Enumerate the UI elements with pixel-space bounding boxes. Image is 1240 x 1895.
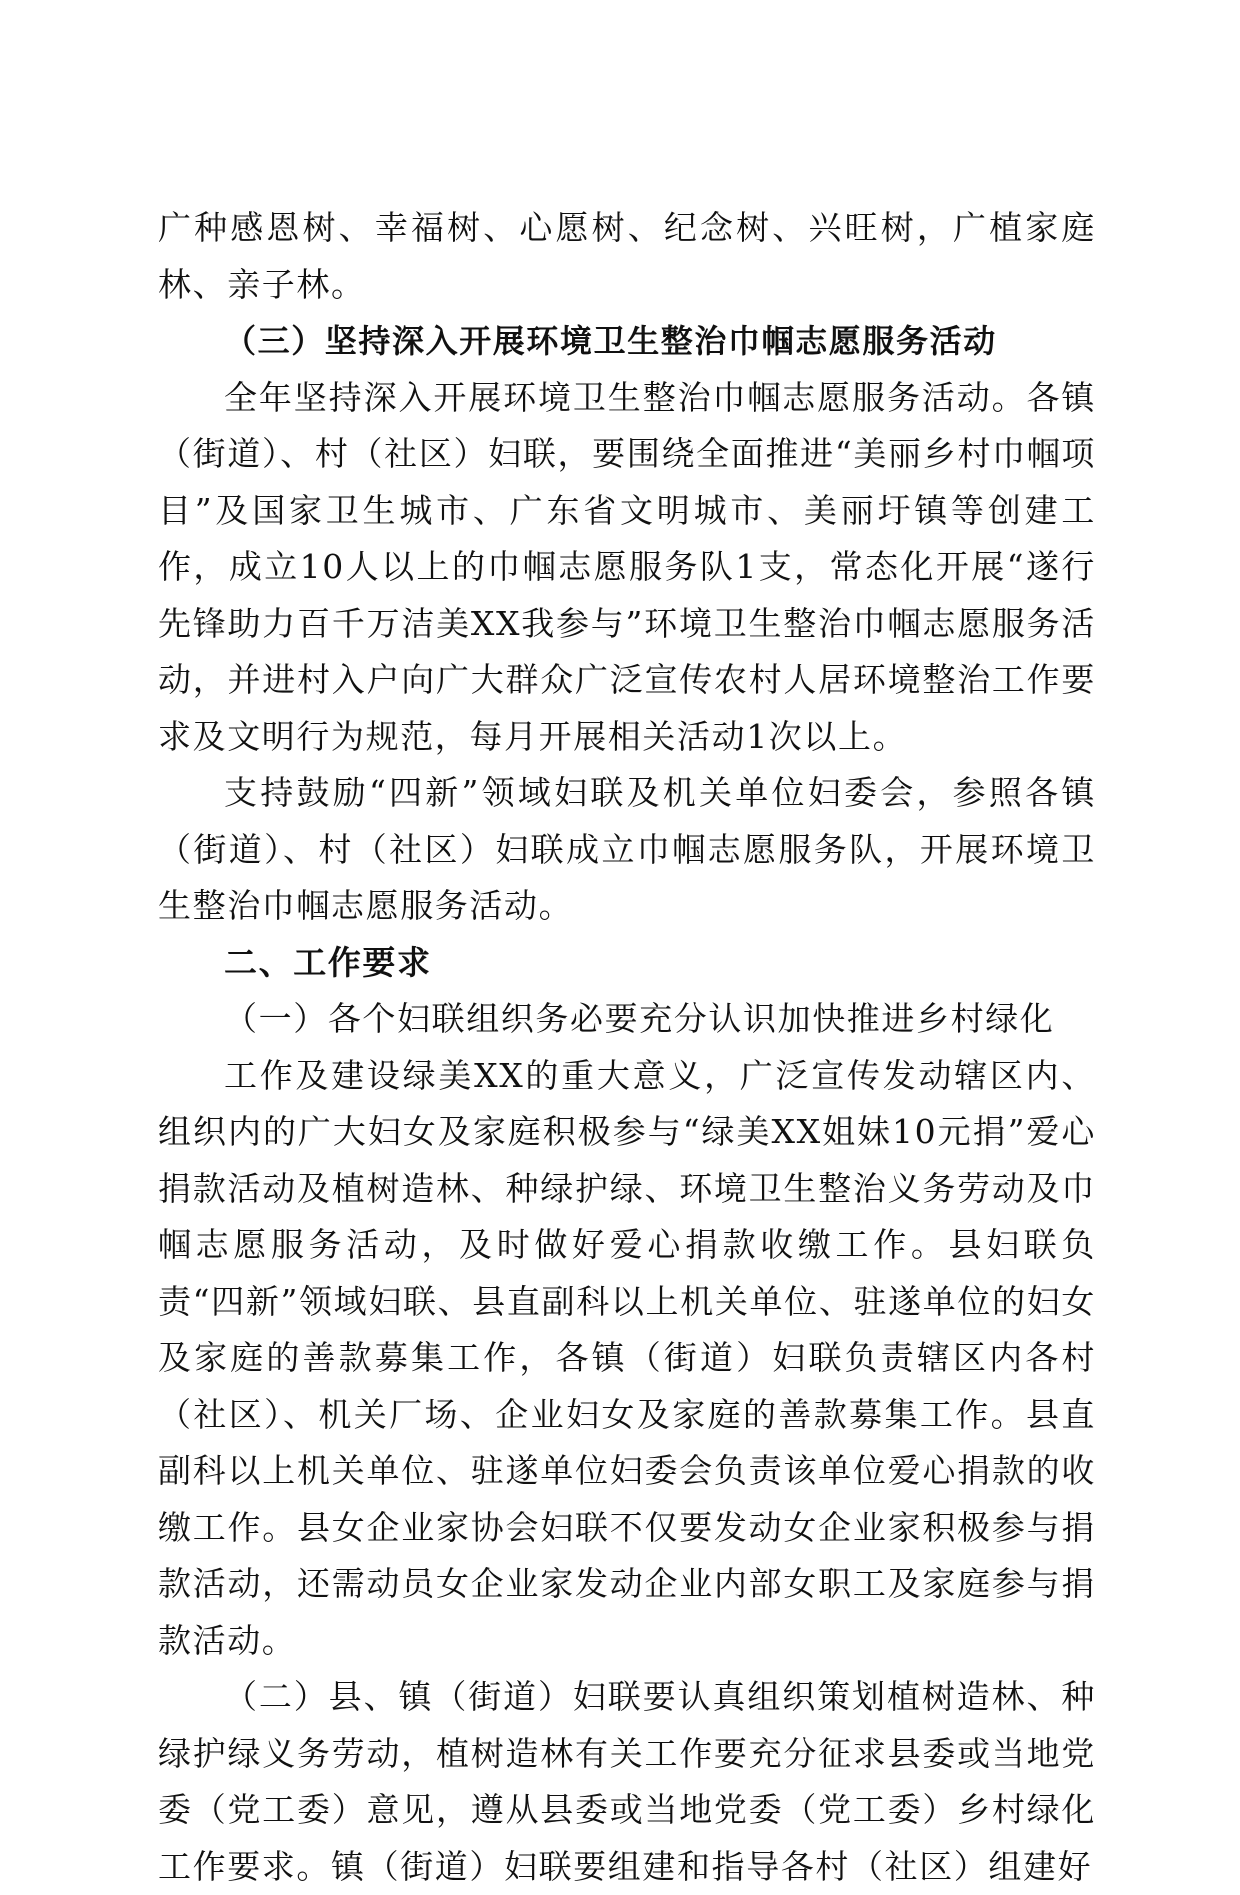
paragraph: （二）县、镇（街道）妇联要认真组织策划植树造林、种绿护绿义务劳动，植树造林有关工作要充分征求县委或当地党委（党工委）意见，遵从县委或当地党委（党工委）乡村绿化工作要求。镇（街道）妇联要组建和指导各村（社区）组建好 [158, 1677, 1096, 1886]
section-heading: 二、工作要求 [224, 942, 432, 982]
section-subheading: （三）坚持深入开展环境卫生整治巾帼志愿服务活动 [224, 322, 997, 360]
paragraph: 全年坚持深入开展环境卫生整治巾帼志愿服务活动。各镇（街道）、村（社区）妇联，要围绕全面推进“美丽乡村巾帼项目”及国家卫生城市、广东省文明城市、美丽圩镇等创建工作，成立10人以上的巾帼志愿服务队1支，常态化开展“遂行先锋助力百千万洁美XX我参与”环境卫生整治巾帼志愿服务活动，并进村入户向广大群众广泛宣传农村人居环境整治工作要求及文明行为规范，每月开展相关活动1次以上。 [158, 377, 1096, 756]
document-page [158, 200, 1096, 1895]
paragraph-continued: 广种感恩树、幸福树、心愿树、纪念树、兴旺树，广植家庭林、亲子林。 [158, 208, 1096, 304]
paragraph: 支持鼓励“四新”领域妇联及机关单位妇委会，参照各镇（街道）、村（社区）妇联成立巾帼志愿服务队，开展环境卫生整治巾帼志愿服务活动。 [158, 773, 1096, 925]
paragraph: （一）各个妇联组织务必要充分认识加快推进乡村绿化 [224, 999, 1055, 1038]
paragraph: 工作及建设绿美XX的重大意义，广泛宣传发动辖区内、组织内的广大妇女及家庭积极参与“绿美XX姐妹10元捐”爱心捐款活动及植树造林、种绿护绿、环境卫生整治义务劳动及巾帼志愿服务活动，及时做好爱心捐款收缴工作。县妇联负责“四新”领域妇联、县直副科以上机关单位、驻遂单位的妇女及家庭的善款募集工作，各镇（街道）妇联负责辖区内各村（社区）、机关厂场、企业妇女及家庭的善款募集工作。县直副科以上机关单位、驻遂单位妇委会负责该单位爱心捐款的收缴工作。县女企业家协会妇联不仅要发动女企业家积极参与捐款活动，还需动员女企业家发动企业内部女职工及家庭参与捐款活动。 [158, 1055, 1096, 1660]
